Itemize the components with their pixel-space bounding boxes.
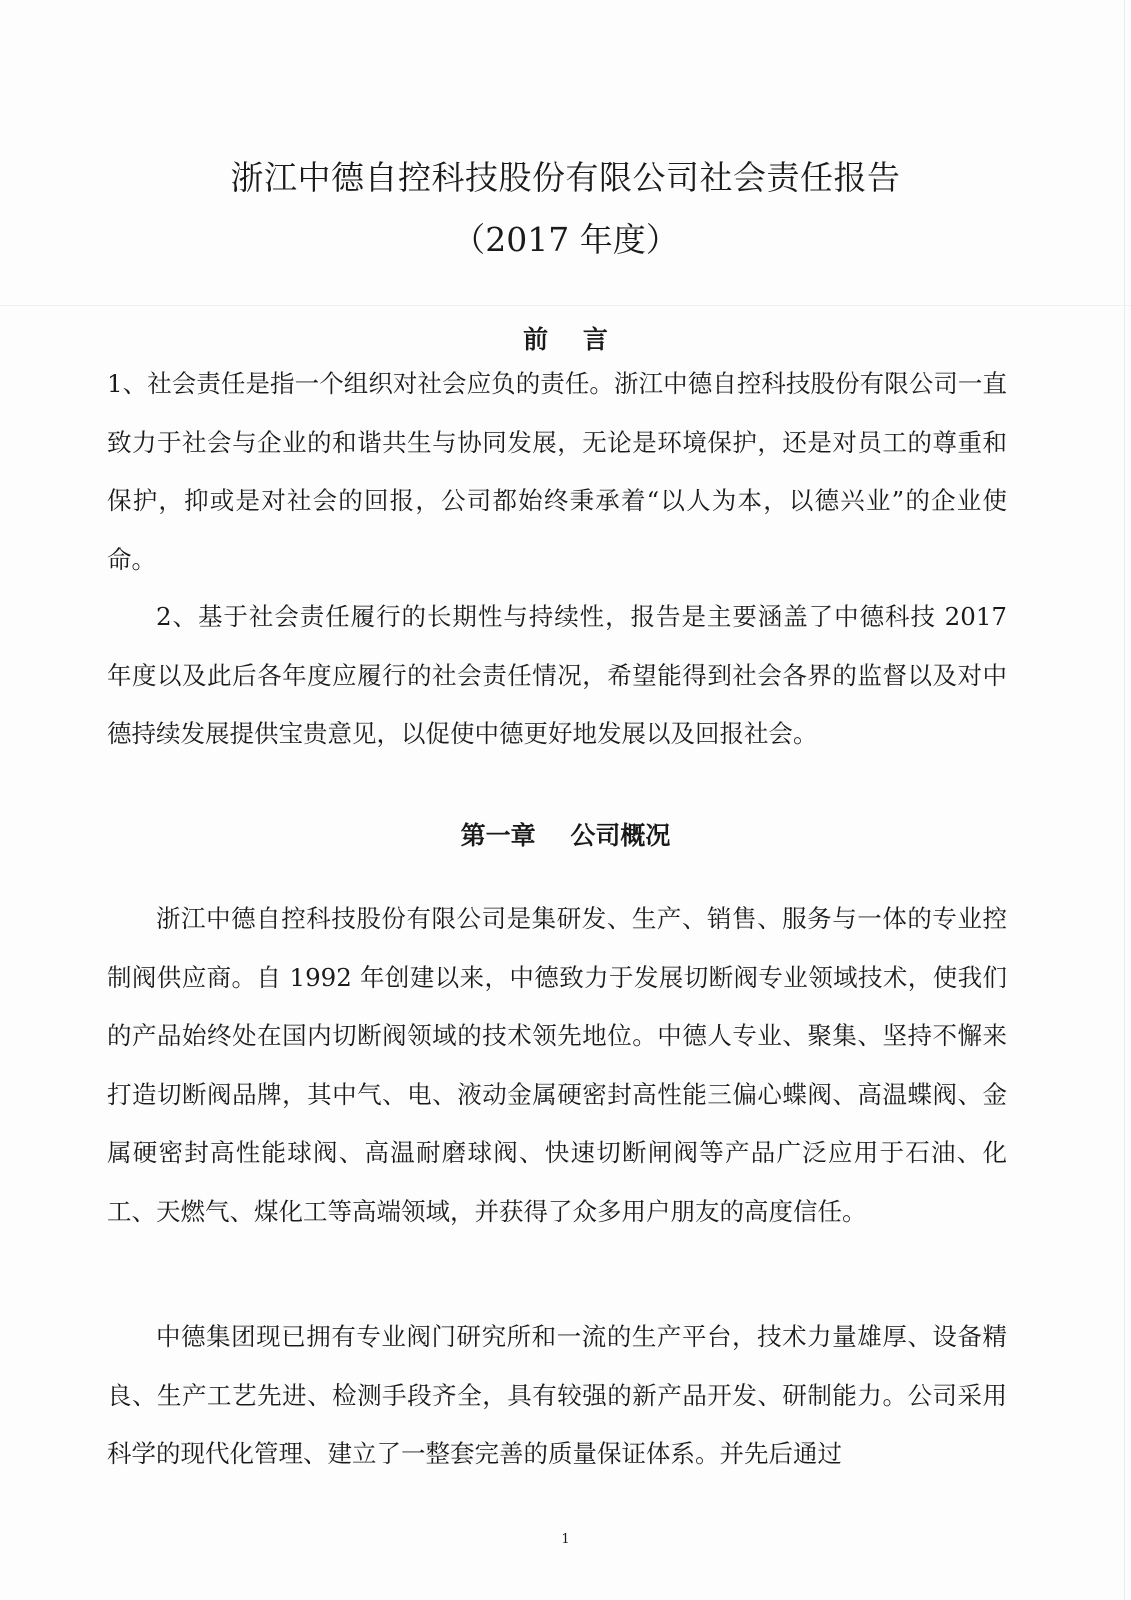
chapter1-paragraph-1: 浙江中德自控科技股份有限公司是集研发、生产、销售、服务与一体的专业控制阀供应商。自 1992 年创建以来，中德致力于发展切断阀专业领域技术，使我们的产品始终处在国内切断阀领域的技术领先地位。中德人专业、聚集、坚持不懈来打造切断阀品牌，其中气、电、液动金属硬密封高性能三偏心蝶阀、高温蝶阀、金属硬密封高性能球阀、高温耐磨球阀、快速切断闸阀等产品广泛应用于石油、化工、天燃气、煤化工等高端领域，并获得了众多用户朋友的高度信任。: [107, 904, 1007, 1226]
page-number: 1: [561, 1532, 570, 1547]
preface-paragraph-1: 1、社会责任是指一个组织对社会应负的责任。浙江中德自控科技股份有限公司一直致力于社会与企业的和谐共生与协同发展，无论是环境保护，还是对员工的尊重和保护，抑或是对社会的回报，公司都始终秉承着“以人为本，以德兴业”的企业使命。: [107, 369, 1007, 574]
chapter1-paragraph-2: 中德集团现已拥有专业阀门研究所和一流的生产平台，技术力量雄厚、设备精良、生产工艺先进、检测手段齐全，具有较强的新产品开发、研制能力。公司采用科学的现代化管理、建立了一整套完善的质量保证体系。并先后通过: [107, 1322, 1007, 1468]
report-title: 浙江中德自控科技股份有限公司社会责任报告: [230, 158, 901, 197]
preface-heading: 前 言: [523, 325, 608, 354]
scan-artifact-line: [0, 305, 1131, 306]
preface-paragraph-2: 2、基于社会责任履行的长期性与持续性，报告是主要涵盖了中德科技 2017 年度以及此后各年度应履行的社会责任情况，希望能得到社会各界的监督以及对中德持续发展提供宝贵意见，以促使中德更好地发展以及回报社会。: [107, 602, 1007, 748]
chapter1-heading: 第一章 公司概况: [460, 821, 671, 850]
report-year: （2017 年度）: [452, 220, 679, 259]
